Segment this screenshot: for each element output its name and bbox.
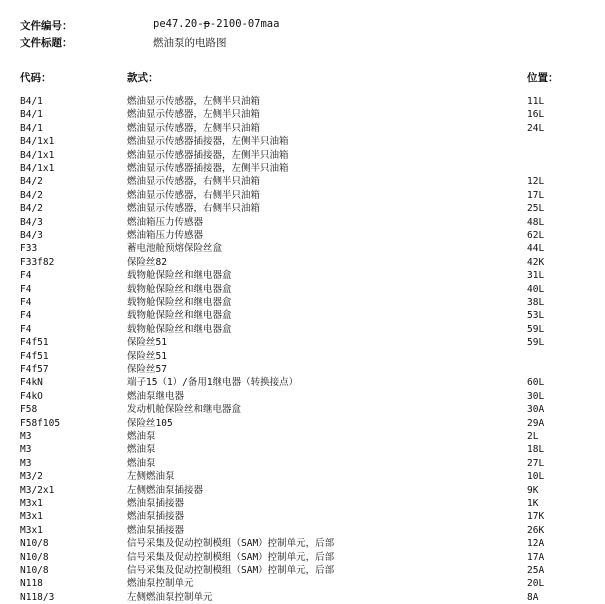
row-code: B4/2: [20, 176, 43, 188]
header-desc: 款式：: [127, 72, 159, 84]
row-position: 31L: [527, 270, 545, 282]
row-code: B4/1x1: [20, 136, 55, 148]
row-description: 燃油显示传感器，右侧半只油箱: [127, 189, 261, 201]
row-code: B4/2: [20, 203, 43, 215]
row-code: N10/8: [20, 538, 49, 550]
row-description: 燃油显示传感器插接器，左侧半只油箱: [127, 136, 289, 148]
row-code: M3x1: [20, 524, 43, 536]
table-row: [0, 524, 605, 537]
table-row: [0, 95, 605, 108]
header-code: 代码：: [20, 72, 52, 84]
row-code: F4f51: [20, 337, 49, 349]
row-code: F4: [20, 297, 32, 308]
doc-number-strike: p: [203, 18, 210, 30]
table-row: [0, 484, 605, 497]
table-row: [0, 283, 605, 296]
row-description: 燃油显示传感器，左侧半只油箱: [127, 96, 261, 107]
row-code: M3/2: [20, 471, 43, 483]
row-code: B4/2: [20, 189, 43, 201]
row-position: 25L: [527, 203, 545, 215]
row-code: F4kO: [20, 390, 43, 402]
table-row: [0, 175, 605, 188]
row-description: 燃油显示传感器插接器，左侧半只油箱: [127, 149, 289, 161]
row-position: 59L: [527, 323, 545, 335]
table-row: [0, 510, 605, 523]
row-description: 燃油泵插接器: [127, 524, 185, 536]
doc-number-label: 文件编号：: [20, 20, 73, 32]
table-row: [0, 577, 605, 590]
row-position: 62L: [527, 230, 545, 241]
row-description: 载物舱保险丝和继电器盒: [127, 310, 232, 322]
table-row: [0, 242, 605, 255]
table-row: [0, 216, 605, 229]
table-row: [0, 323, 605, 336]
table-row: [0, 443, 605, 456]
row-code: B4/1: [20, 96, 43, 107]
row-position: 18L: [527, 444, 545, 456]
row-position: 17L: [527, 189, 545, 201]
row-description: 左侧燃油泵控制单元: [127, 591, 213, 603]
row-code: F4f51: [20, 350, 49, 362]
table-row: [0, 189, 605, 202]
table-row: [0, 162, 605, 175]
table-row: [0, 202, 605, 215]
table-row: [0, 336, 605, 349]
row-position: 30L: [527, 390, 545, 402]
table-row: [0, 135, 605, 148]
row-code: N118: [20, 578, 43, 590]
row-description: 保险丝51: [127, 337, 167, 349]
row-code: M3: [20, 431, 32, 442]
row-description: 燃油显示传感器，右侧半只油箱: [127, 203, 261, 215]
row-description: 燃油泵插接器: [127, 498, 185, 509]
row-code: M3/2x1: [20, 484, 55, 496]
doc-number-value: [153, 18, 279, 30]
row-position: 17K: [527, 511, 545, 523]
row-description: 燃油泵: [127, 457, 156, 469]
table-row: [0, 390, 605, 403]
row-code: F33: [20, 243, 38, 255]
row-position: 16L: [527, 109, 545, 121]
row-description: 信号采集及促动控制模组（SAM）控制单元，后部: [127, 551, 335, 563]
row-description: 载物舱保险丝和继电器盒: [127, 283, 232, 295]
row-description: 燃油泵: [127, 431, 156, 442]
table-row: [0, 403, 605, 416]
row-position: 48L: [527, 216, 545, 228]
row-position: 9K: [527, 484, 539, 496]
table-row: [0, 363, 605, 376]
table-row: [0, 470, 605, 483]
row-code: F4: [20, 270, 32, 282]
row-position: 26K: [527, 524, 545, 536]
row-code: B4/3: [20, 216, 43, 228]
row-position: 24L: [527, 122, 545, 134]
table-row: [0, 417, 605, 430]
row-description: 载物舱保险丝和继电器盒: [127, 297, 232, 308]
row-code: F4f57: [20, 364, 49, 375]
row-description: 保险丝57: [127, 364, 167, 375]
doc-title-value: 燃油泵的电路图: [153, 37, 227, 49]
table-row: [0, 376, 605, 389]
row-position: 8A: [527, 591, 539, 603]
row-description: 燃油显示传感器，左侧半只油箱: [127, 122, 261, 134]
row-position: 44L: [527, 243, 545, 255]
row-code: F58f105: [20, 417, 61, 429]
table-row: [0, 430, 605, 443]
row-position: 12L: [527, 176, 545, 188]
table-row: [0, 497, 605, 510]
row-description: 燃油泵控制单元: [127, 578, 194, 590]
doc-title-label: 文件标题：: [20, 37, 73, 49]
row-position: 59L: [527, 337, 545, 349]
row-code: M3: [20, 457, 32, 469]
row-description: 左侧燃油泵插接器: [127, 484, 204, 496]
row-description: 信号采集及促动控制模组（SAM）控制单元，后部: [127, 538, 335, 550]
row-code: N118/3: [20, 591, 55, 603]
row-position: 25A: [527, 565, 545, 576]
row-position: 38L: [527, 297, 545, 308]
row-position: 20L: [527, 578, 545, 590]
row-code: F58: [20, 404, 38, 416]
row-code: B4/1x1: [20, 149, 55, 161]
table-row: [0, 457, 605, 470]
table-row: [0, 350, 605, 363]
row-code: F4: [20, 283, 32, 295]
row-description: 信号采集及促动控制模组（SAM）控制单元，后部: [127, 565, 335, 576]
row-code: B4/1: [20, 109, 43, 121]
row-code: B4/1x1: [20, 163, 55, 174]
row-description: 保险丝82: [127, 256, 167, 268]
row-description: 左侧燃油泵: [127, 471, 175, 483]
row-code: F4: [20, 310, 32, 322]
table-row: [0, 296, 605, 309]
table-row: [0, 537, 605, 550]
table-row: [0, 149, 605, 162]
row-description: 燃油泵继电器: [127, 390, 185, 402]
row-position: 17A: [527, 551, 545, 563]
table-row: [0, 591, 605, 604]
row-position: 42K: [527, 256, 545, 268]
row-description: 端子15（1）/备用1继电器（转换接点）: [127, 377, 299, 389]
row-position: 11L: [527, 96, 545, 107]
row-code: B4/3: [20, 230, 43, 241]
row-code: M3x1: [20, 511, 43, 523]
row-description: 燃油显示传感器，右侧半只油箱: [127, 176, 261, 188]
row-code: F33f82: [20, 256, 55, 268]
table-row: [0, 551, 605, 564]
row-description: 保险丝51: [127, 350, 167, 362]
header-pos: 位置：: [527, 72, 559, 84]
row-description: 保险丝105: [127, 417, 173, 429]
table-row: [0, 309, 605, 322]
row-position: 29A: [527, 417, 545, 429]
table-row: [0, 564, 605, 577]
table-row: [0, 269, 605, 282]
row-description: 燃油箱压力传感器: [127, 230, 204, 241]
row-description: 燃油显示传感器插接器，左侧半只油箱: [127, 163, 289, 174]
row-code: B4/1: [20, 122, 43, 134]
row-position: 40L: [527, 283, 545, 295]
table-row: [0, 256, 605, 269]
doc-number-prefix: pe47.20-: [153, 18, 204, 30]
table-row: [0, 122, 605, 135]
row-code: M3x1: [20, 498, 43, 509]
row-description: 燃油泵: [127, 444, 156, 456]
row-description: 载物舱保险丝和继电器盒: [127, 270, 232, 282]
row-code: M3: [20, 444, 32, 456]
row-code: F4: [20, 323, 32, 335]
row-position: 27L: [527, 457, 545, 469]
row-position: 30A: [527, 404, 545, 416]
row-description: 燃油泵插接器: [127, 511, 185, 523]
row-position: 53L: [527, 310, 545, 322]
row-position: 2L: [527, 431, 539, 442]
table-row: [0, 229, 605, 242]
row-description: 燃油箱压力传感器: [127, 216, 204, 228]
row-code: N10/8: [20, 565, 49, 576]
row-description: 发动机舱保险丝和继电器盒: [127, 404, 242, 416]
row-position: 1K: [527, 498, 539, 509]
row-code: F4kN: [20, 377, 43, 389]
row-description: 蓄电池舱预熔保险丝盒: [127, 243, 223, 255]
doc-number-suffix: -2100-07maa: [209, 18, 280, 30]
row-description: 载物舱保险丝和继电器盒: [127, 323, 232, 335]
row-position: 60L: [527, 377, 545, 389]
row-position: 10L: [527, 471, 545, 483]
row-position: 12A: [527, 538, 545, 550]
row-description: 燃油显示传感器，左侧半只油箱: [127, 109, 261, 121]
row-code: N10/8: [20, 551, 49, 563]
table-row: [0, 108, 605, 121]
